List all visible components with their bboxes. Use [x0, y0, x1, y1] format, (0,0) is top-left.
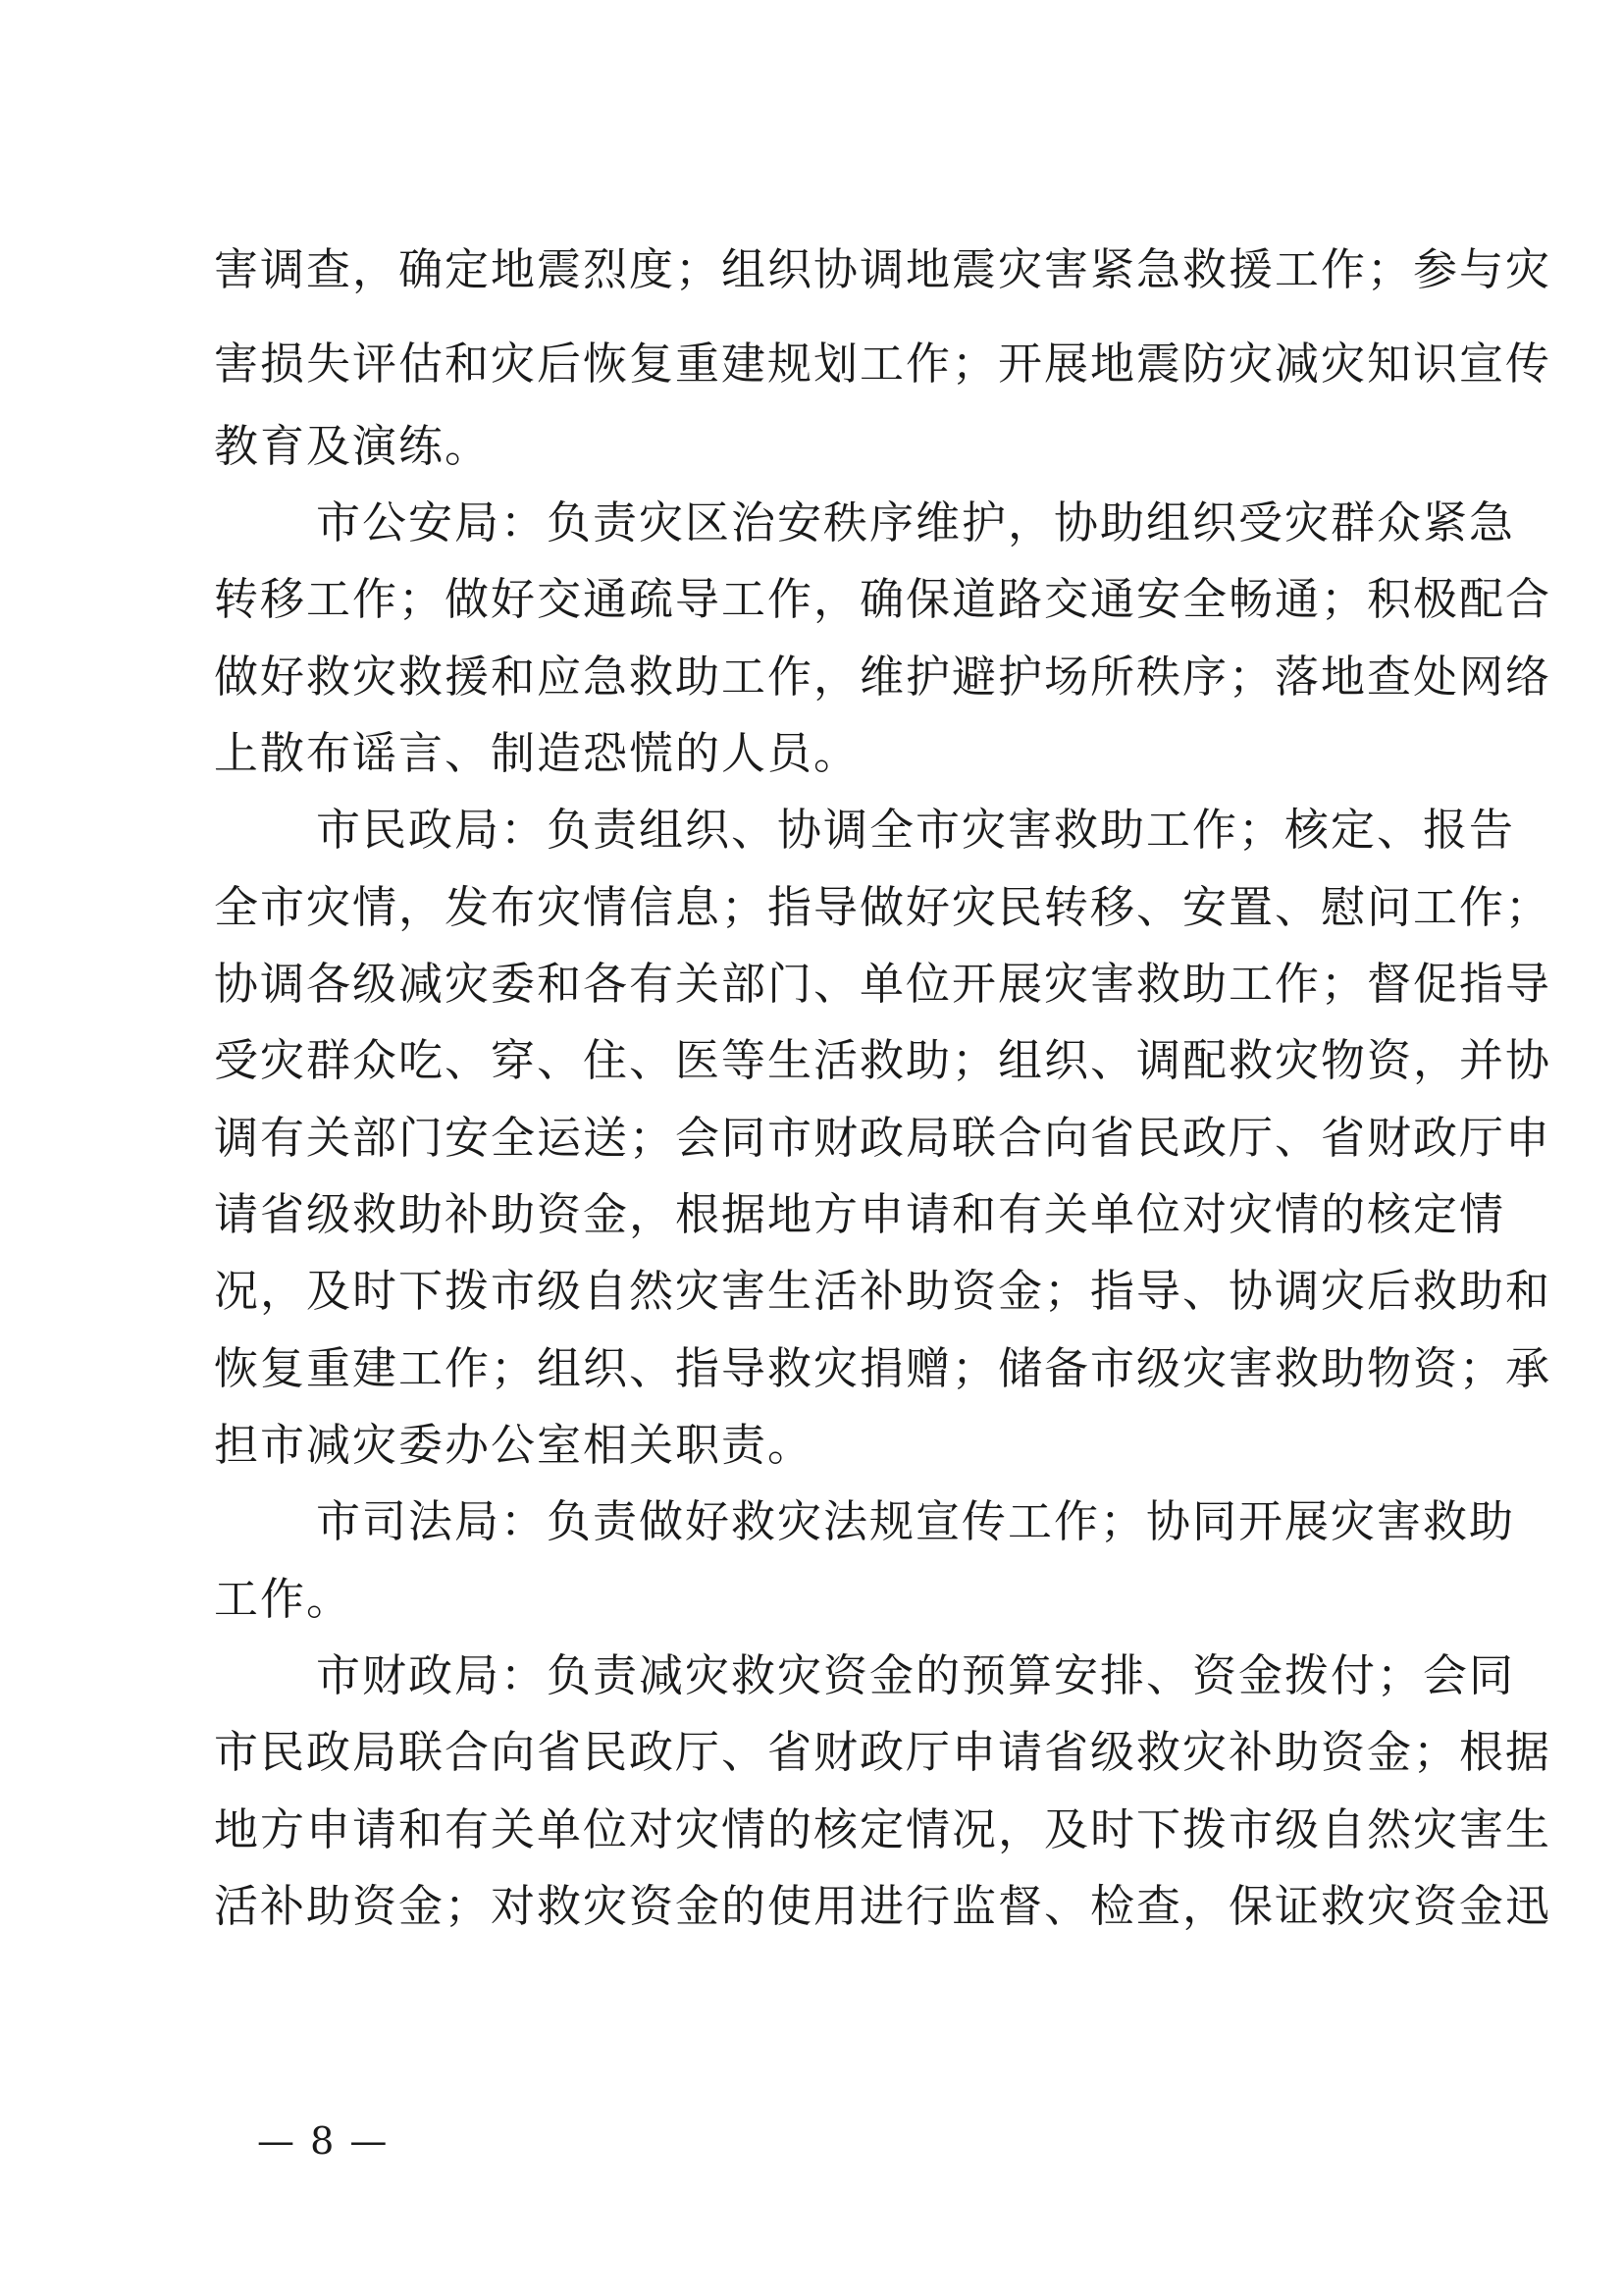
paragraph-finance-line-4: 活补助资金；对救灾资金的使用进行监督、检查，保证救灾资金迅 [214, 1880, 1552, 1932]
paragraph-finance-line-1: 市财政局：负责减灾救灾资金的预算安排、资金拨付；会同 [316, 1649, 1516, 1701]
paragraph-civil-affairs-line-6: 请省级救助补助资金，根据地方申请和有关单位对灾情的核定情 [214, 1188, 1506, 1240]
paragraph-public-security-line-3: 做好救灾救援和应急救助工作，维护避护场所秩序；落地查处网络 [214, 651, 1552, 703]
text-line-1: 害调查，确定地震烈度；组织协调地震灾害紧急救援工作；参与灾 [214, 243, 1552, 295]
text-line-3: 教育及演练。 [214, 420, 492, 472]
paragraph-civil-affairs-line-4: 受灾群众吃、穿、住、医等生活救助；组织、调配救灾物资，并协 [214, 1034, 1552, 1086]
page-number: — 8 — [257, 2119, 390, 2163]
paragraph-civil-affairs-line-2: 全市灾情，发布灾情信息；指导做好灾民转移、安置、慰问工作； [214, 881, 1552, 933]
paragraph-public-security-line-1: 市公安局：负责灾区治安秩序维护，协助组织受灾群众紧急 [316, 496, 1516, 548]
paragraph-finance-line-2: 市民政局联合向省民政厅、省财政厅申请省级救灾补助资金；根据 [214, 1726, 1552, 1778]
paragraph-justice-line-1: 市司法局：负责做好救灾法规宣传工作；协同开展灾害救助 [316, 1495, 1516, 1547]
paragraph-civil-affairs-line-3: 协调各级减灾委和各有关部门、单位开展灾害救助工作；督促指导 [214, 958, 1552, 1010]
paragraph-civil-affairs-line-1: 市民政局：负责组织、协调全市灾害救助工作；核定、报告 [316, 804, 1516, 856]
paragraph-civil-affairs-line-7: 况，及时下拨市级自然灾害生活补助资金；指导、协调灾后救助和 [214, 1265, 1552, 1317]
paragraph-civil-affairs-line-5: 调有关部门安全运送；会同市财政局联合向省民政厅、省财政厅申 [214, 1112, 1552, 1164]
paragraph-public-security-line-4: 上散布谣言、制造恐慌的人员。 [214, 727, 861, 779]
paragraph-justice-line-2: 工作。 [214, 1573, 353, 1625]
text-line-2: 害损失评估和灾后恢复重建规划工作；开展地震防灾减灾知识宣传 [214, 338, 1552, 390]
paragraph-public-security-line-2: 转移工作；做好交通疏导工作，确保道路交通安全畅通；积极配合 [214, 573, 1552, 625]
paragraph-finance-line-3: 地方申请和有关单位对灾情的核定情况，及时下拨市级自然灾害生 [214, 1803, 1552, 1855]
paragraph-civil-affairs-line-9: 担市减灾委办公室相关职责。 [214, 1419, 814, 1471]
paragraph-civil-affairs-line-8: 恢复重建工作；组织、指导救灾捐赠；储备市级灾害救助物资；承 [214, 1342, 1552, 1394]
